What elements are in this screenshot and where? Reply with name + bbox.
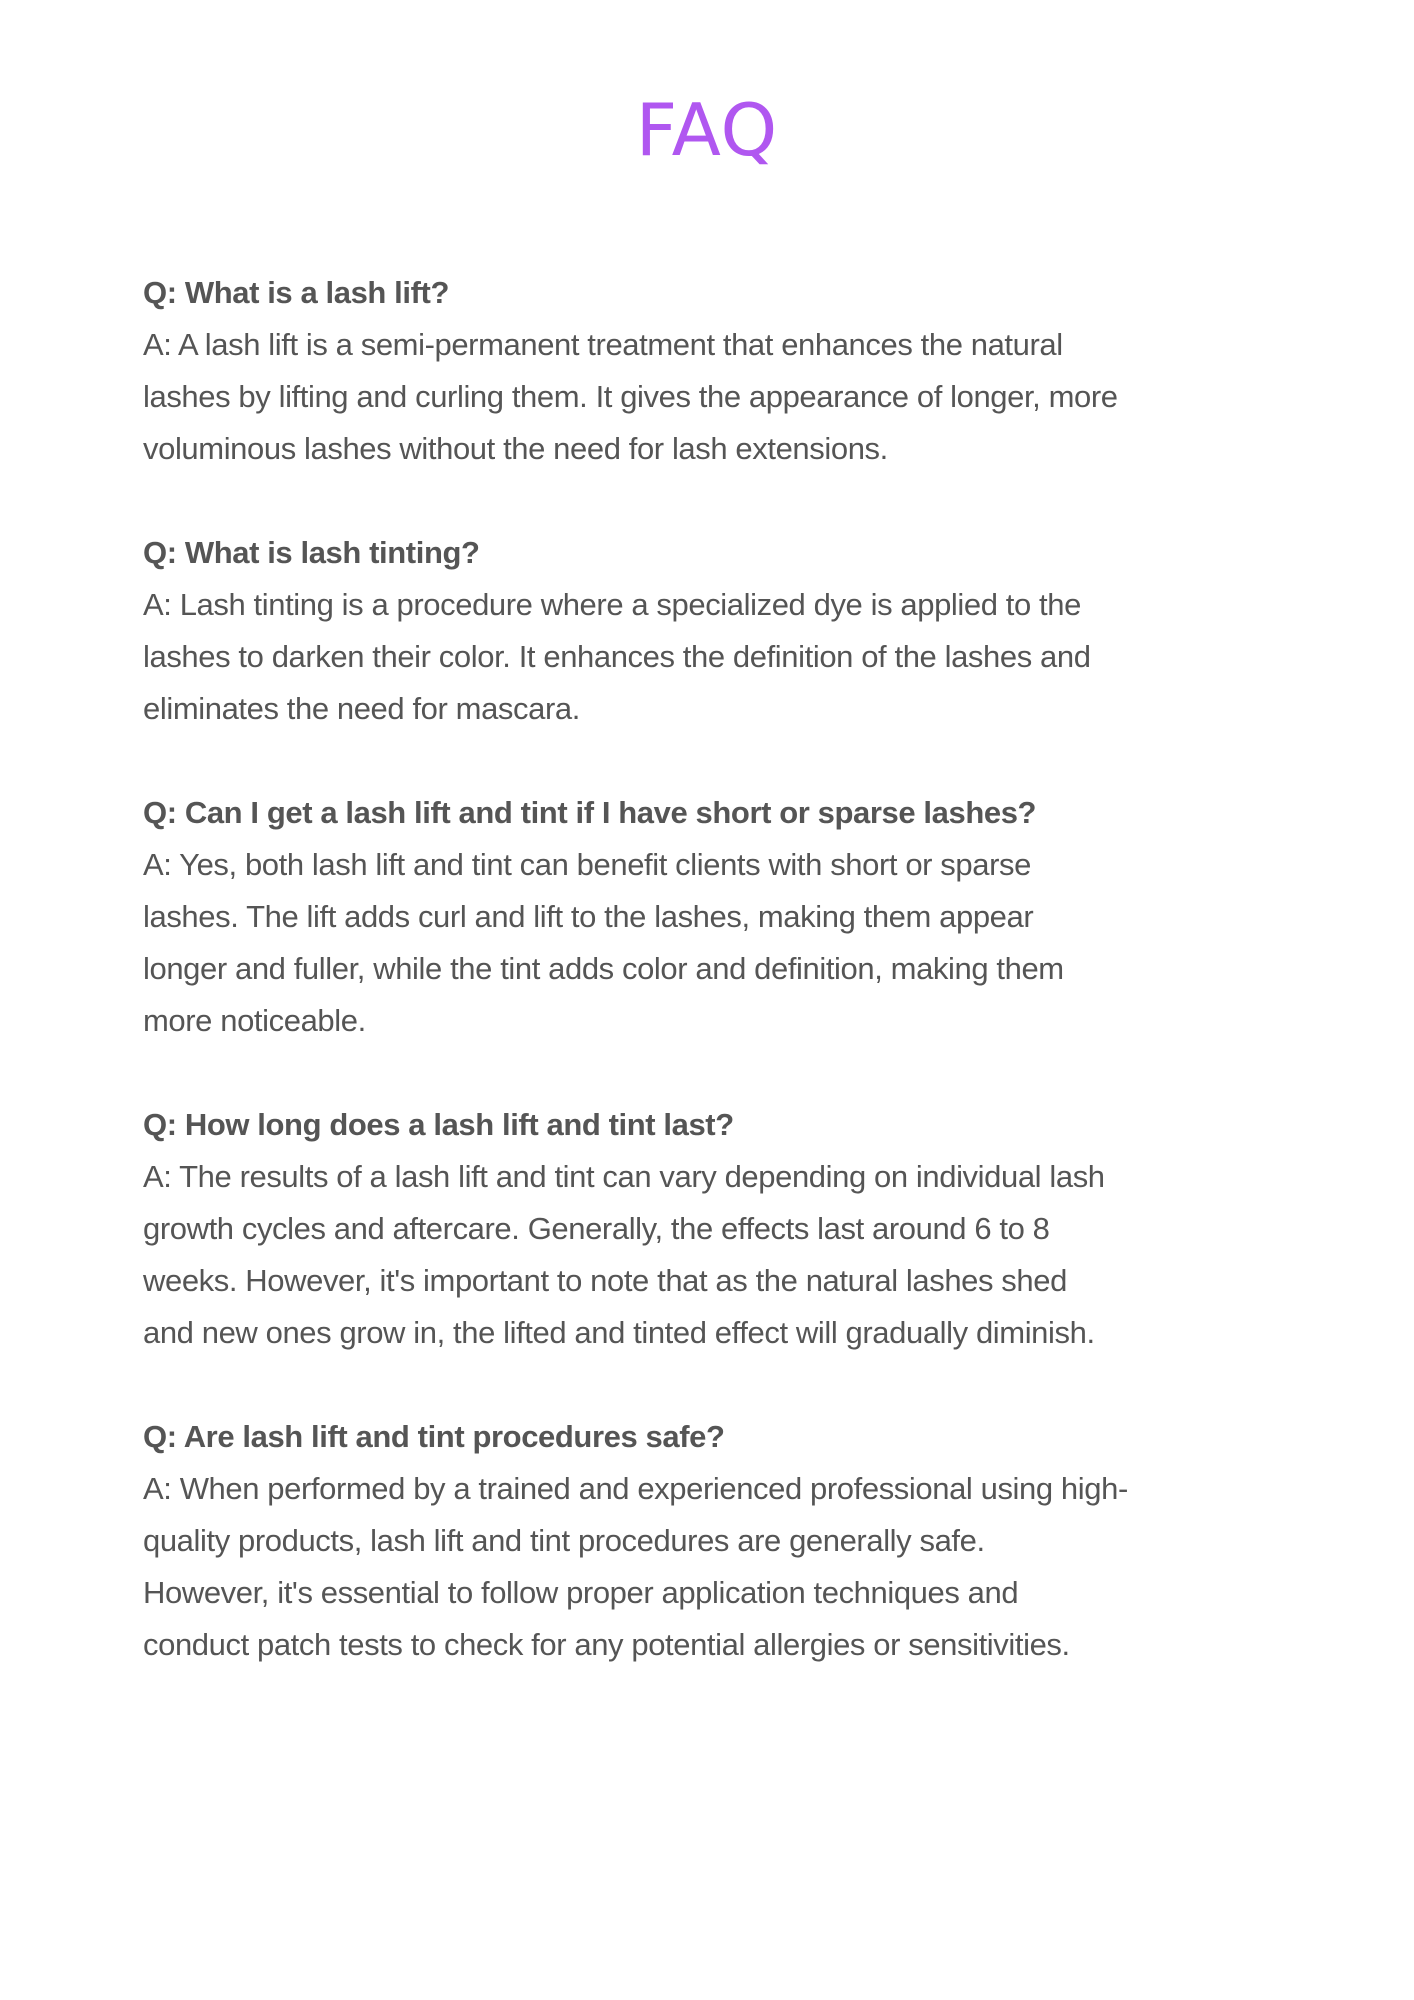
faq-answer	[143, 319, 1303, 475]
faq-answer-line: longer and fuller, while the tint adds color and definition, making them	[143, 951, 1064, 986]
faq-answer-line: more noticeable.	[143, 1003, 366, 1038]
faq-answer-line: A: Yes, both lash lift and tint can benefit clients with short or sparse	[143, 847, 1031, 882]
page-title: FAQ	[635, 88, 779, 172]
faq-answer-line: A: Lash tinting is a procedure where a specialized dye is applied to the	[143, 587, 1081, 622]
faq-question: Q: What is lash tinting?	[143, 535, 480, 570]
faq-answer-line: A: When performed by a trained and experienced professional using high-	[143, 1471, 1128, 1506]
faq-answer-line: A: A lash lift is a semi-permanent treatment that enhances the natural	[143, 327, 1063, 362]
faq-answer-line: lashes by lifting and curling them. It gives the appearance of longer, more	[143, 379, 1118, 414]
faq-item	[143, 267, 1303, 475]
faq-item	[143, 1099, 1303, 1359]
faq-answer-line: lashes to darken their color. It enhances the definition of the lashes and	[143, 639, 1091, 674]
faq-answer-line: and new ones grow in, the lifted and tinted effect will gradually diminish.	[143, 1315, 1095, 1350]
faq-item	[143, 1411, 1303, 1671]
faq-question: Q: Can I get a lash lift and tint if I have short or sparse lashes?	[143, 795, 1037, 830]
faq-question: Q: Are lash lift and tint procedures safe?	[143, 1419, 725, 1454]
faq-answer-line: eliminates the need for mascara.	[143, 691, 580, 726]
faq-item	[143, 527, 1303, 735]
faq-answer-line: conduct patch tests to check for any potential allergies or sensitivities.	[143, 1627, 1070, 1662]
faq-answer	[143, 579, 1303, 735]
faq-answer-line: weeks. However, it's important to note that as the natural lashes shed	[143, 1263, 1067, 1298]
faq-answer	[143, 839, 1303, 1047]
faq-question: Q: What is a lash lift?	[143, 275, 449, 310]
faq-item	[143, 787, 1303, 1047]
faq-answer-line: quality products, lash lift and tint procedures are generally safe.	[143, 1523, 985, 1558]
faq-answer-line: lashes. The lift adds curl and lift to the lashes, making them appear	[143, 899, 1034, 934]
faq-answer-line: voluminous lashes without the need for lash extensions.	[143, 431, 888, 466]
faq-answer-line: growth cycles and aftercare. Generally, the effects last around 6 to 8	[143, 1211, 1050, 1246]
faq-list	[143, 267, 1303, 1723]
faq-answer	[143, 1463, 1303, 1671]
faq-answer-line: However, it's essential to follow proper application techniques and	[143, 1575, 1019, 1610]
faq-answer-line: A: The results of a lash lift and tint can vary depending on individual lash	[143, 1159, 1105, 1194]
faq-question: Q: How long does a lash lift and tint last?	[143, 1107, 734, 1142]
faq-answer	[143, 1151, 1303, 1359]
